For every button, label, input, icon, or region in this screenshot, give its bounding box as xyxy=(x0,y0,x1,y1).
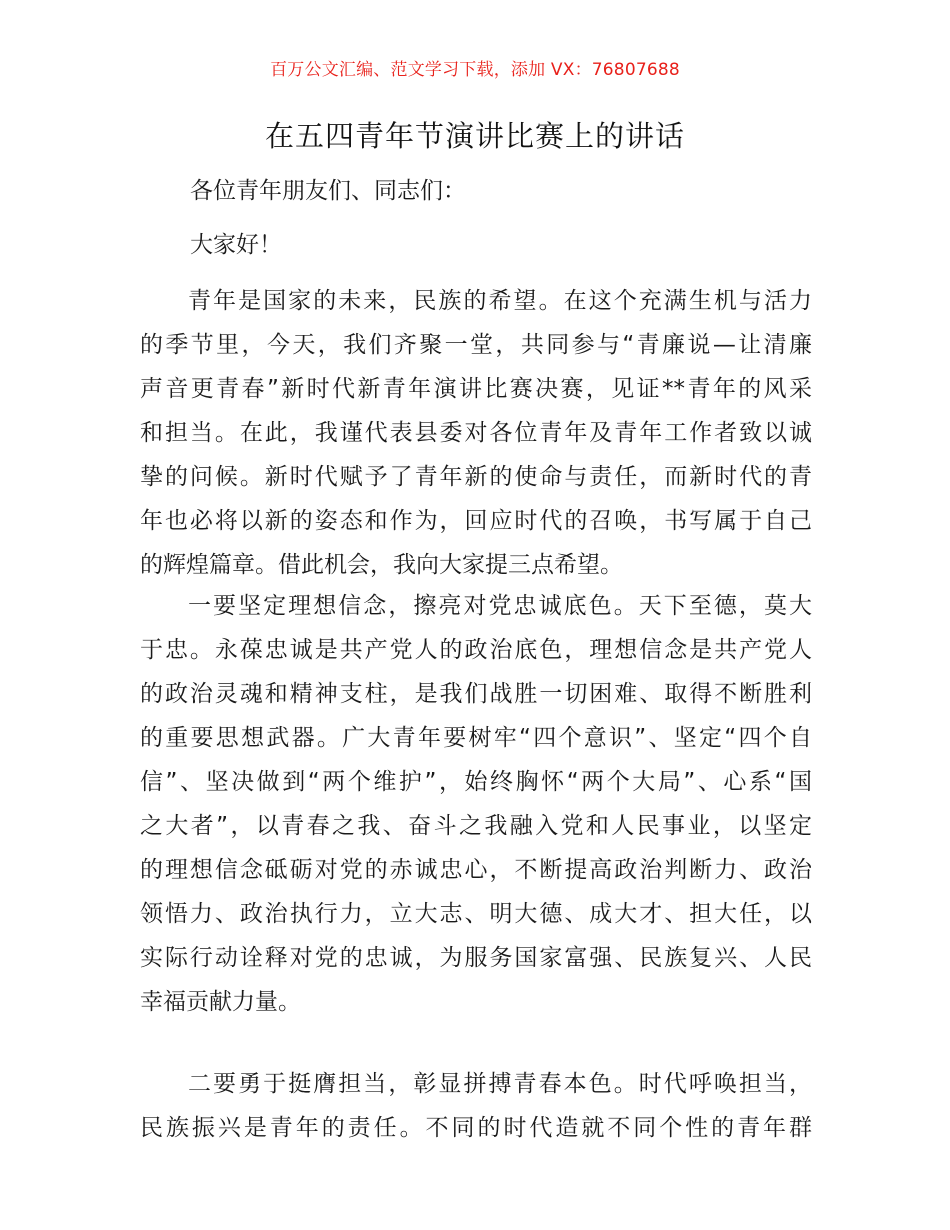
paragraph-line: 领悟力、政治执行力，立大志、明大德、成大才、担大任，以 xyxy=(140,901,812,927)
paragraph-line: 声音更青春”新时代新青年演讲比赛决赛，见证**青年的风采 xyxy=(140,376,812,402)
salutation: 各位青年朋友们、同志们： xyxy=(190,178,466,204)
paragraph-line: 挚的问候。新时代赋予了青年新的使命与责任，而新时代的青 xyxy=(140,464,812,490)
paragraph-line: 之大者”，以青春之我、奋斗之我融入党和人民事业，以坚定 xyxy=(140,813,812,839)
paragraph-line: 民族振兴是青年的责任。不同的时代造就不同个性的青年群 xyxy=(140,1115,812,1141)
paragraph-line: 的理想信念砥砺对党的赤诚忠心，不断提高政治判断力、政治 xyxy=(140,857,812,883)
paragraph-point-one xyxy=(140,584,812,1024)
paragraph-line: 的政治灵魂和精神支柱，是我们战胜一切困难、取得不断胜利 xyxy=(140,681,812,707)
paragraph-line: 幸福贡献力量。 xyxy=(140,989,301,1015)
greeting: 大家好！ xyxy=(190,232,282,258)
paragraph-point-two xyxy=(140,1062,812,1150)
document-title: 在五四青年节演讲比赛上的讲话 xyxy=(264,119,685,153)
paragraph-line: 于忠。永葆忠诚是共产党人的政治底色，理想信念是共产党人 xyxy=(140,637,812,663)
paragraph-line: 实际行动诠释对党的忠诚，为服务国家富强、民族复兴、人民 xyxy=(140,945,812,971)
paragraph-line: 的辉煌篇章。借此机会，我向大家提三点希望。 xyxy=(140,552,623,578)
paragraph-line: 信”、坚决做到“两个维护”，始终胸怀“两个大局”、心系“国 xyxy=(140,769,812,795)
paragraph-line: 和担当。在此，我谨代表县委对各位青年及青年工作者致以诚 xyxy=(140,420,812,446)
paragraph-line: 一要坚定理想信念，擦亮对党忠诚底色。天下至德，莫大 xyxy=(188,593,812,619)
header-banner: 百万公文汇编、范文学习下载，添加 VX：76807688 xyxy=(270,60,680,80)
paragraph-line: 的季节里，今天，我们齐聚一堂，共同参与“青廉说—让清廉 xyxy=(140,332,812,358)
paragraph-intro xyxy=(140,279,812,587)
paragraph-line: 二要勇于挺膺担当，彰显拼搏青春本色。时代呼唤担当， xyxy=(188,1071,812,1097)
paragraph-line: 年也必将以新的姿态和作为，回应时代的召唤，书写属于自己 xyxy=(140,508,812,534)
paragraph-line: 青年是国家的未来，民族的希望。在这个充满生机与活力 xyxy=(188,288,812,314)
paragraph-line: 的重要思想武器。广大青年要树牢“四个意识”、坚定“四个自 xyxy=(140,725,812,751)
